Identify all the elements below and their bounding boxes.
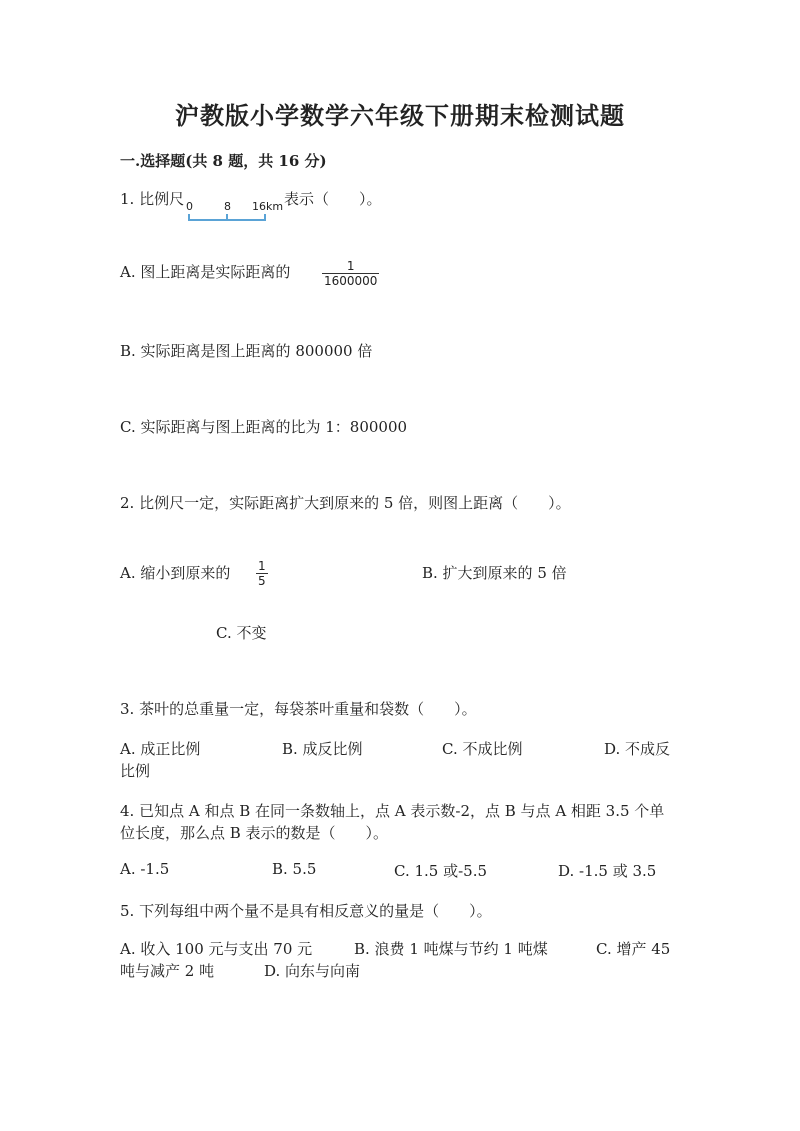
q1-a-fraction [322, 255, 379, 288]
q3-stem: 3. 茶叶的总重量一定，每袋茶叶重量和袋数（ ）。 [120, 700, 477, 718]
q4-option-d: D. -1.5 或 3.5 [558, 862, 657, 880]
q5-option-b: B. 浪费 1 吨煤与节约 1 吨煤 [354, 940, 548, 958]
q5-stem: 5. 下列每组中两个量不是具有相反意义的量是（ ）。 [120, 902, 492, 920]
q5-option-a: A. 收入 100 元与支出 70 元 [120, 940, 313, 958]
scale-label-0: 0 [186, 200, 193, 213]
q1-option-b: B. 实际距离是图上距离的 800000 倍 [120, 342, 373, 360]
fraction-denominator: 1600000 [324, 274, 378, 288]
scale-tick [188, 214, 190, 221]
q4-option-b: B. 5.5 [272, 860, 317, 878]
q4-option-a: A. -1.5 [120, 860, 170, 878]
q2-option-b: B. 扩大到原来的 5 倍 [422, 564, 567, 582]
q3-option-a: A. 成正比例 [120, 740, 201, 758]
q4-stem-line1: 4. 已知点 A 和点 B 在同一条数轴上，点 A 表示数-2，点 B 与点 A 相距 3.5 个单 [120, 802, 665, 820]
q4-stem-line2: 位长度，那么点 B 表示的数是（ ）。 [120, 824, 389, 842]
q3-option-c: C. 不成比例 [442, 740, 523, 758]
q2-a-fraction [256, 555, 268, 588]
scale-tick [226, 214, 228, 221]
q5-option-d: D. 向东与向南 [264, 962, 361, 980]
q3-option-d-continued: 比例 [120, 762, 151, 780]
scale-tick [264, 214, 266, 221]
q4-option-c: C. 1.5 或-5.5 [394, 862, 488, 880]
q1-option-c: C. 实际距离与图上距离的比为 1：800000 [120, 418, 408, 436]
q5-option-c-continued: 吨与减产 2 吨 [120, 962, 215, 980]
q1-option-a: A. 图上距离是实际距离的 [120, 263, 291, 281]
q5-option-c: C. 增产 45 [596, 940, 671, 958]
fraction-denominator: 5 [258, 574, 266, 588]
q1-suffix: 表示（ ）。 [284, 190, 382, 208]
q3-option-b: B. 成反比例 [282, 740, 363, 758]
scale-label-16km: 16km [252, 200, 284, 213]
fraction-numerator: 1 [346, 259, 355, 273]
q1-prefix: 1. 比例尺 [120, 190, 185, 208]
q2-option-c: C. 不变 [216, 624, 267, 642]
page-title: 沪教版小学数学六年级下册期末检测试题 [175, 101, 625, 130]
scale-bar [120, 200, 284, 224]
fraction-numerator: 1 [258, 559, 266, 573]
q2-option-a: A. 缩小到原来的 [120, 564, 231, 582]
q2-stem: 2. 比例尺一定，实际距离扩大到原来的 5 倍，则图上距离（ ）。 [120, 494, 571, 512]
scale-label-8: 8 [224, 200, 231, 213]
q3-option-d: D. 不成反 [604, 740, 671, 758]
section-heading: 一.选择题(共 8 题，共 16 分) [120, 152, 327, 170]
